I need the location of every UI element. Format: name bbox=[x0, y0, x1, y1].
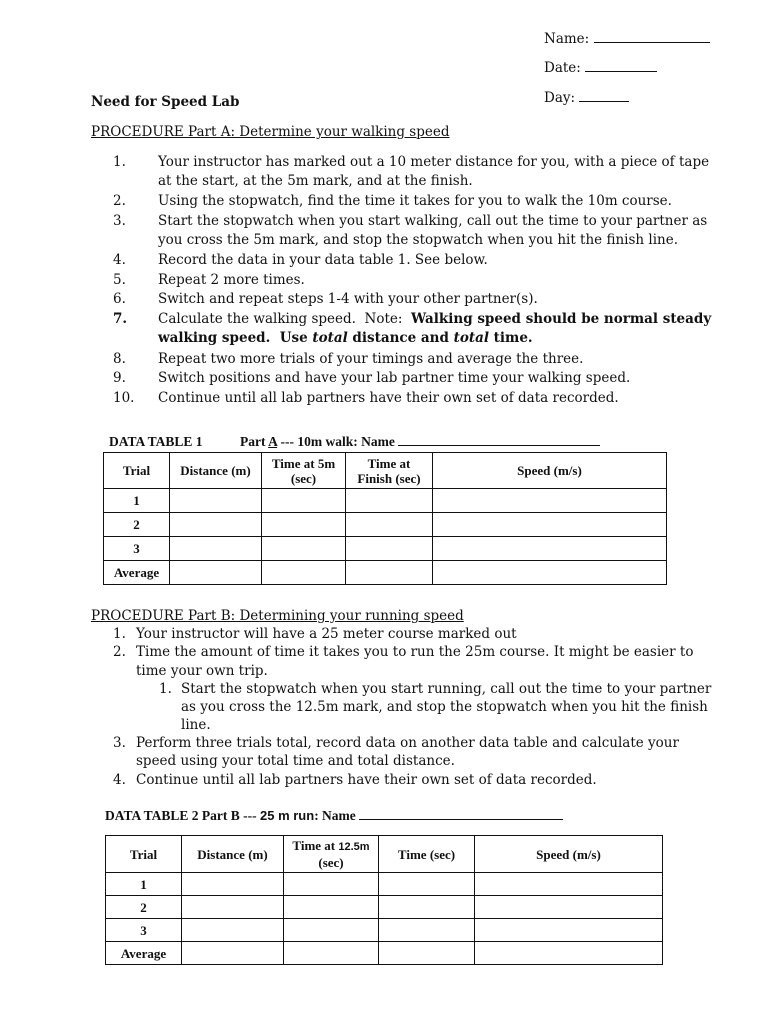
col-trial: Trial bbox=[104, 453, 170, 489]
table1-subtitle bbox=[240, 434, 600, 450]
step-number: 8. bbox=[113, 351, 126, 367]
step-number: 2. bbox=[113, 193, 126, 209]
col-speed: Speed (m/s) bbox=[475, 836, 663, 873]
col-time-finish-line2: Finish (sec) bbox=[357, 470, 421, 486]
table1-part-letter: A bbox=[268, 434, 278, 449]
step-number: 7. bbox=[113, 311, 128, 327]
table-cell[interactable] bbox=[475, 942, 663, 965]
date-label: Date: bbox=[544, 60, 581, 76]
table-cell[interactable] bbox=[182, 919, 284, 942]
table2-title bbox=[105, 808, 563, 824]
step-number: 6. bbox=[113, 291, 126, 307]
step7-part-e: distance and bbox=[347, 330, 454, 346]
step-text: Switch and repeat steps 1-4 with your other partner(s). bbox=[158, 291, 538, 307]
col-time-finish-line1: Time at bbox=[367, 455, 411, 471]
table-row bbox=[106, 896, 663, 919]
data-table-1 bbox=[103, 452, 667, 585]
table-cell[interactable] bbox=[379, 873, 475, 896]
col-distance: Distance (m) bbox=[182, 836, 284, 873]
table-cell[interactable] bbox=[346, 489, 433, 513]
step-text: Your instructor will have a 25 meter course marked out bbox=[136, 626, 517, 642]
table-cell[interactable] bbox=[379, 919, 475, 942]
table-row bbox=[106, 873, 663, 896]
step7-part-a: Calculate the walking speed. Note: bbox=[158, 311, 412, 327]
table-cell[interactable] bbox=[182, 896, 284, 919]
table-cell[interactable] bbox=[262, 513, 346, 537]
table-cell[interactable] bbox=[379, 896, 475, 919]
trial-label: 3 bbox=[106, 919, 182, 942]
substep-text: as you cross the 12.5m mark, and stop the stopwatch when you hit the finish bbox=[181, 699, 708, 715]
table-cell[interactable] bbox=[182, 942, 284, 965]
trial-label: 1 bbox=[104, 489, 170, 513]
step-text: Switch positions and have your lab partner time your walking speed. bbox=[158, 370, 631, 386]
step-text: you cross the 5m mark, and stop the stopwatch when you hit the finish line. bbox=[158, 232, 679, 248]
table-row bbox=[106, 919, 663, 942]
table2-run: 25 m run bbox=[260, 808, 315, 823]
table1-label: DATA TABLE 1 bbox=[109, 434, 203, 449]
trial-label: 1 bbox=[106, 873, 182, 896]
table-cell[interactable] bbox=[346, 537, 433, 561]
step-number: 4. bbox=[113, 772, 126, 788]
trial-label: 2 bbox=[106, 896, 182, 919]
table-row bbox=[104, 513, 667, 537]
step-number: 2. bbox=[113, 644, 126, 660]
step7-total-2: total bbox=[453, 330, 489, 346]
col-time-5m-line1: Time at 5m bbox=[271, 455, 336, 471]
table-cell[interactable] bbox=[346, 561, 433, 585]
step-text: Continue until all lab partners have their own set of data recorded. bbox=[136, 772, 597, 788]
step-number: 1. bbox=[113, 154, 126, 170]
step-number: 5. bbox=[113, 272, 126, 288]
date-field[interactable] bbox=[544, 60, 657, 76]
table-cell[interactable] bbox=[475, 896, 663, 919]
step-text: Your instructor has marked out a 10 meter distance for you, with a piece of tape bbox=[158, 154, 710, 170]
substep-text: line. bbox=[181, 717, 211, 733]
table-cell[interactable] bbox=[433, 489, 667, 513]
substep-number: 1. bbox=[159, 681, 172, 697]
trial-label: Average bbox=[104, 561, 170, 585]
table-header-row bbox=[106, 836, 663, 873]
date-blank[interactable] bbox=[585, 60, 657, 72]
col-time: Time (sec) bbox=[379, 836, 475, 873]
step-number: 3. bbox=[113, 213, 126, 229]
name-blank[interactable] bbox=[594, 31, 710, 43]
table1-part: Part bbox=[240, 434, 269, 449]
trial-label: 2 bbox=[104, 513, 170, 537]
table-cell[interactable] bbox=[433, 513, 667, 537]
step-text: at the start, at the 5m mark, and at the finish. bbox=[158, 173, 473, 189]
table-cell[interactable] bbox=[284, 942, 379, 965]
table-cell[interactable] bbox=[262, 489, 346, 513]
table-row bbox=[104, 489, 667, 513]
table-header-row bbox=[104, 453, 667, 489]
table-cell[interactable] bbox=[262, 561, 346, 585]
step-text: Record the data in your data table 1. See below. bbox=[158, 252, 488, 268]
trial-label: Average bbox=[106, 942, 182, 965]
table-cell[interactable] bbox=[433, 537, 667, 561]
col-time-12-5m-prefix: Time at bbox=[292, 838, 339, 853]
part-a-heading: PROCEDURE Part A: Determine your walking speed bbox=[91, 124, 450, 140]
step-text bbox=[158, 330, 533, 346]
part-b-heading: PROCEDURE Part B: Determining your running speed bbox=[91, 608, 464, 624]
table-cell[interactable] bbox=[284, 919, 379, 942]
table1-name-blank[interactable] bbox=[398, 435, 600, 446]
table2-rest: : Name bbox=[314, 808, 356, 823]
step-text: Start the stopwatch when you start walking, call out the time to your partner as bbox=[158, 213, 708, 229]
col-distance: Distance (m) bbox=[170, 453, 262, 489]
table2-name-blank[interactable] bbox=[359, 809, 563, 820]
step-number: 4. bbox=[113, 252, 126, 268]
trial-label: 3 bbox=[104, 537, 170, 561]
step7-part-g: time. bbox=[488, 330, 533, 346]
col-time-5m bbox=[262, 453, 346, 489]
step-text bbox=[158, 311, 711, 327]
step-text: Using the stopwatch, find the time it takes for you to walk the 10m course. bbox=[158, 193, 672, 209]
step7-total-1: total bbox=[312, 330, 348, 346]
page-title: Need for Speed Lab bbox=[91, 94, 240, 110]
col-time-12-5m-line1 bbox=[284, 838, 378, 855]
step-text: time your own trip. bbox=[136, 663, 268, 679]
step7-part-c: walking speed. Use bbox=[158, 330, 313, 346]
table-row bbox=[104, 537, 667, 561]
day-field[interactable] bbox=[544, 90, 629, 106]
table2-label: DATA TABLE 2 Part B --- bbox=[105, 808, 257, 823]
table-cell[interactable] bbox=[182, 873, 284, 896]
col-time-12-5m-line2: (sec) bbox=[318, 855, 344, 870]
step-text: speed using your total time and total distance. bbox=[136, 753, 455, 769]
col-time-finish bbox=[346, 453, 433, 489]
table-cell[interactable] bbox=[262, 537, 346, 561]
table1-rest: --- 10m walk: Name bbox=[277, 434, 395, 449]
table-cell[interactable] bbox=[346, 513, 433, 537]
table-cell[interactable] bbox=[170, 561, 262, 585]
step-text: Perform three trials total, record data on another data table and calculate your bbox=[136, 735, 679, 751]
table-cell[interactable] bbox=[379, 942, 475, 965]
col-time-12-5m-value: 12.5m bbox=[338, 841, 370, 853]
table-cell[interactable] bbox=[284, 873, 379, 896]
table-cell[interactable] bbox=[170, 513, 262, 537]
step-text: Repeat two more trials of your timings and average the three. bbox=[158, 351, 584, 367]
name-field[interactable] bbox=[544, 31, 710, 47]
table-cell[interactable] bbox=[284, 896, 379, 919]
table1-title bbox=[109, 434, 203, 450]
table-cell[interactable] bbox=[433, 561, 667, 585]
name-label: Name: bbox=[544, 31, 590, 47]
table-row bbox=[106, 942, 663, 965]
table-cell[interactable] bbox=[475, 873, 663, 896]
substep-text: Start the stopwatch when you start running, call out the time to your partner bbox=[181, 681, 712, 697]
step-number: 3. bbox=[113, 735, 126, 751]
step-text: Time the amount of time it takes you to run the 25m course. It might be easier to bbox=[136, 644, 694, 660]
step-number: 10. bbox=[113, 390, 135, 406]
table-row bbox=[104, 561, 667, 585]
day-label: Day: bbox=[544, 90, 576, 106]
col-time-12-5m bbox=[284, 836, 379, 873]
step-text: Repeat 2 more times. bbox=[158, 272, 305, 288]
table-cell[interactable] bbox=[475, 919, 663, 942]
col-trial: Trial bbox=[106, 836, 182, 873]
step7-emphasis: Walking speed should be normal steady bbox=[411, 311, 712, 327]
data-table-2 bbox=[105, 835, 663, 965]
day-blank[interactable] bbox=[579, 90, 629, 102]
table-cell[interactable] bbox=[170, 489, 262, 513]
step-number: 9. bbox=[113, 370, 126, 386]
step-number: 1. bbox=[113, 626, 126, 642]
col-speed: Speed (m/s) bbox=[433, 453, 667, 489]
table-cell[interactable] bbox=[170, 537, 262, 561]
col-time-5m-line2: (sec) bbox=[290, 470, 317, 486]
step-text: Continue until all lab partners have their own set of data recorded. bbox=[158, 390, 619, 406]
